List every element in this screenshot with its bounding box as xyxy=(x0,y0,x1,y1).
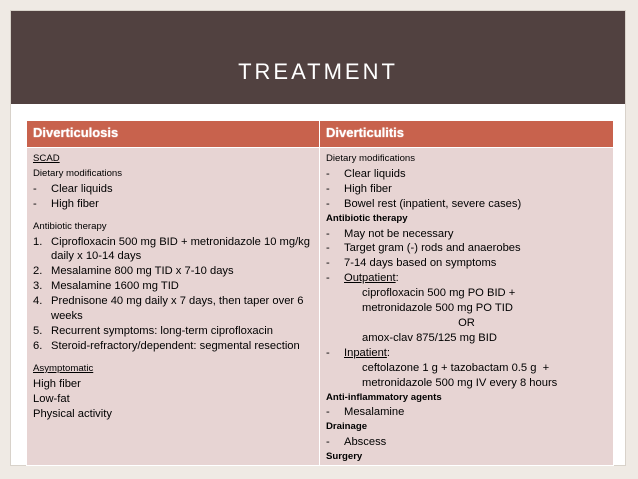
list-item: - High fiber xyxy=(326,182,392,195)
diverticulitis-cell xyxy=(320,148,614,466)
or-text: OR xyxy=(458,316,475,329)
left-antibiotic-heading: Antibiotic therapy xyxy=(33,220,107,232)
asymptomatic-heading: Asymptomatic xyxy=(33,362,94,374)
left-diet-heading: Dietary modifications xyxy=(33,167,123,179)
list-item: Low-fat xyxy=(33,392,70,405)
list-item: - May not be necessary xyxy=(326,227,454,240)
list-item: - Target gram (-) rods and anaerobes xyxy=(326,242,521,255)
treatment-table xyxy=(26,120,614,466)
outpatient-alt: amox-clav 875/125 mg BID xyxy=(362,331,497,344)
list-item: 6. Steroid-refractory/dependent: segmental resection xyxy=(33,339,300,352)
header-diverticulosis: Diverticulosis xyxy=(27,121,320,148)
list-item: - High fiber xyxy=(33,197,99,210)
table-header-row xyxy=(27,121,614,148)
inpatient-item: - Inpatient: xyxy=(326,346,391,359)
list-item: High fiber xyxy=(33,377,81,390)
inpatient-line: ceftolazone 1 g + tazobactam 0.5 g + xyxy=(362,361,550,374)
outpatient-line: metronidazole 500 mg PO TID xyxy=(362,302,513,315)
list-item: - Clear liquids xyxy=(33,182,113,195)
list-item: - Clear liquids xyxy=(326,167,406,180)
list-item: - Bowel rest (inpatient, severe cases) xyxy=(326,197,522,210)
inpatient-line: metronidazole 500 mg IV every 8 hours xyxy=(362,376,558,389)
header-diverticulitis: Diverticulitis xyxy=(320,121,614,148)
drainage-heading: Drainage xyxy=(326,421,368,433)
list-item: 2. Mesalamine 800 mg TID x 7-10 days xyxy=(33,265,234,278)
title-bar xyxy=(11,11,625,104)
scad-heading: SCAD xyxy=(33,153,60,164)
list-item: 4. Prednisone 40 mg daily x 7 days, then taper over 6 weeks xyxy=(33,295,304,323)
list-item: 1. Ciprofloxacin 500 mg BID + metronidazole 10 mg/kg daily x 10-14 days xyxy=(33,235,310,263)
list-item: - Abscess xyxy=(326,436,387,449)
outpatient-line: ciprofloxacin 500 mg PO BID + xyxy=(362,287,516,300)
list-item: 3. Mesalamine 1600 mg TID xyxy=(33,280,179,293)
anti-inflammatory-heading: Anti-inflammatory agents xyxy=(326,391,442,403)
outpatient-item: - Outpatient: xyxy=(326,272,399,285)
diverticulosis-cell xyxy=(27,148,320,466)
slide-title: TREATMENT xyxy=(238,59,398,84)
right-antibiotic-heading: Antibiotic therapy xyxy=(326,212,408,224)
inpatient-label: Inpatient xyxy=(344,346,387,359)
list-item: 5. Recurrent symptoms: long-term ciprofloxacin xyxy=(33,324,273,337)
list-item: - 7-14 days based on symptoms xyxy=(326,257,497,270)
right-diet-heading: Dietary modifications xyxy=(326,153,416,164)
outpatient-label: Outpatient xyxy=(344,272,396,285)
list-item: - Mesalamine xyxy=(326,406,405,419)
list-item: Physical activity xyxy=(33,407,112,420)
surgery-heading: Surgery xyxy=(326,451,363,463)
